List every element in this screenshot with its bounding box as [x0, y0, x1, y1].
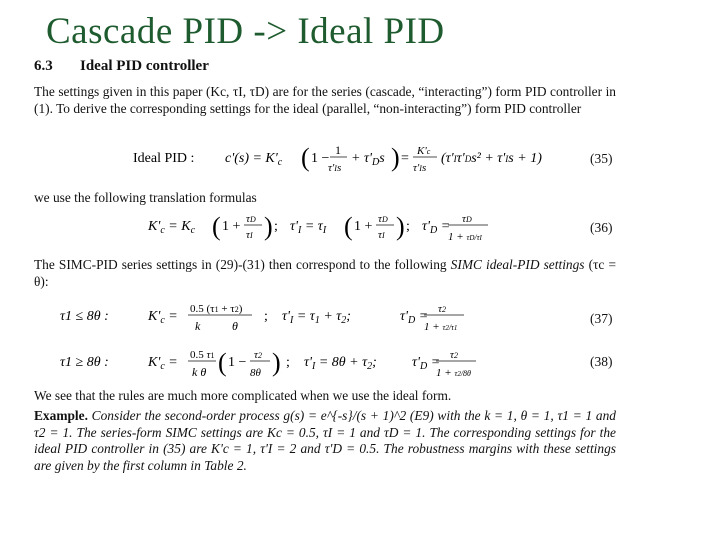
- equation-36-number: (36): [590, 220, 613, 235]
- equation-36: [148, 210, 528, 257]
- equation-37-number: (37): [590, 311, 613, 326]
- svg-text:): ): [396, 212, 405, 241]
- equation-35: [125, 143, 542, 191]
- svg-text:(: (: [301, 143, 310, 172]
- section-heading: [34, 58, 209, 75]
- svg-text:k θ: k θ: [192, 365, 207, 379]
- example-text: Consider the second-order process g(s) = e^{-s}/(s + 1)^2 (E9) with the k = 1, θ = 1, τ1 = 1 and τ2 = 1. The series-form SIMC settings are Kc = 0.5, τI = 1 and τD = 1. The corresponding settings for the ideal PID controller in (35) are K'c = 1, τ'I = 2 and τ'D = 0.5. The robustness margins with these settings are given by the first column in Table 2.: [34, 408, 616, 473]
- equation-38-formula: [60, 346, 520, 388]
- equation-38: [60, 346, 520, 393]
- svg-text:1 + τ2/8θ: 1 + τ2/8θ: [436, 367, 471, 379]
- svg-text:τI: τI: [378, 229, 385, 241]
- svg-text:τD: τD: [246, 213, 256, 225]
- paragraph-simc-end: (τc = θ):: [34, 257, 616, 289]
- svg-text:;: ;: [286, 355, 290, 370]
- paragraph-complicated: We see that the rules are much more complicated when we use the ideal form.: [34, 388, 452, 403]
- paragraph-translation: we use the following translation formulas: [34, 190, 257, 205]
- svg-text:1 +: 1 +: [354, 219, 373, 234]
- svg-text:1 + τD/τI: 1 + τD/τI: [448, 231, 482, 243]
- slide-title: Cascade PID -> Ideal PID: [46, 11, 445, 52]
- svg-text:τ2: τ2: [254, 349, 262, 361]
- svg-text:1 +: 1 +: [222, 219, 241, 234]
- paragraph-example: [34, 408, 616, 474]
- svg-text:;: ;: [274, 219, 278, 234]
- svg-text:θ: θ: [232, 319, 238, 333]
- svg-text:1 −: 1 −: [311, 151, 330, 166]
- svg-text:τ'I = τ1 + τ2;: $\tau'_I = \tau_1 + \tau_2$;: [282, 309, 351, 326]
- svg-text:τ2: τ2: [450, 349, 458, 361]
- svg-text:(: (: [218, 348, 227, 377]
- svg-text:τ'Is: τ'Is: [328, 162, 342, 174]
- svg-text:τD: τD: [378, 213, 388, 225]
- svg-text:1 + τ2/τ1: 1 + τ2/τ1: [424, 321, 458, 333]
- svg-text:τ2: τ2: [438, 303, 446, 315]
- svg-text:): ): [272, 348, 281, 377]
- equation-36-formula: [148, 210, 528, 252]
- svg-text:+ τ'Ds: + $\tau'_Ds$: [351, 151, 385, 168]
- svg-text:τ'I = 8θ + τ2;: $\tau'_I = 8\theta + \tau_2$;: [304, 355, 377, 372]
- svg-text:;: ;: [264, 309, 268, 324]
- svg-text:K'c = Kc: $K'_c = K_c$: [148, 219, 196, 236]
- svg-text:0.5 (τ1 + τ2): 0.5 (τ1 + τ2): [190, 303, 243, 315]
- svg-text:τ'D =: $\tau'_D$ =: [400, 309, 429, 326]
- svg-text:τ'Is: τ'Is: [413, 162, 427, 174]
- paragraph-simc: [34, 257, 616, 290]
- svg-text:K'c: K'c: [417, 145, 431, 157]
- svg-text:1: 1: [335, 143, 341, 157]
- svg-text:τ'D =: $\tau'_D$ =: [422, 219, 451, 236]
- svg-text:;: ;: [406, 219, 410, 234]
- paragraph-intro: The settings given in this paper (Kc, τI, τD) are for the series (cascade, “interacting”) form PID controller in (1). To derive the corresponding settings for the ideal (parallel, “non-interacting”) form PID controller: [34, 84, 616, 116]
- svg-text:1 −: 1 −: [228, 355, 247, 370]
- svg-text:0.5 τ1: 0.5 τ1: [190, 349, 215, 361]
- equation-37-condition: τ1 ≤ 8θ :: [60, 309, 109, 324]
- svg-text:=: =: [401, 151, 409, 166]
- svg-text:(: (: [344, 212, 353, 241]
- svg-text:τD: τD: [462, 213, 472, 225]
- svg-text:K'c =: $K'_c$ =: [148, 355, 178, 372]
- equation-38-condition: τ1 ≥ 8θ :: [60, 355, 109, 370]
- equation-38-number: (38): [590, 354, 613, 369]
- paragraph-simc-emphasis: SIMC ideal-PID settings: [450, 257, 585, 272]
- svg-text:): ): [391, 143, 400, 172]
- svg-text:k: k: [195, 319, 201, 333]
- equation-37: [60, 300, 520, 345]
- svg-text:K'c =: $K'_c$ =: [148, 309, 178, 326]
- example-label: Example.: [34, 408, 88, 423]
- paragraph-simc-text: The SIMC-PID series settings in (29)-(31) then correspond to the following: [34, 257, 451, 272]
- section-title: Ideal PID controller: [80, 58, 209, 74]
- svg-text:(: (: [212, 212, 221, 241]
- svg-text:(τ'Iτ'Ds² + τ'Is + 1): (τ'Iτ'Ds² + τ'Is + 1): [441, 151, 542, 166]
- equation-35-formula: [125, 143, 542, 186]
- section-number: 6.3: [34, 58, 53, 74]
- svg-text:): ): [264, 212, 273, 241]
- svg-text:8θ: 8θ: [250, 367, 261, 379]
- svg-text:τ'D =: $\tau'_D$ =: [412, 355, 441, 372]
- svg-text:τ'I = τI: $\tau'_I = \tau_I$: [290, 219, 327, 236]
- equation-37-formula: [60, 300, 520, 340]
- equation-35-number: (35): [590, 151, 613, 166]
- equation-35-label: Ideal PID :: [133, 151, 195, 166]
- svg-text:c'(s) = K'c: $c'(s) = K'_c$: [225, 151, 283, 168]
- svg-text:τI: τI: [246, 229, 253, 241]
